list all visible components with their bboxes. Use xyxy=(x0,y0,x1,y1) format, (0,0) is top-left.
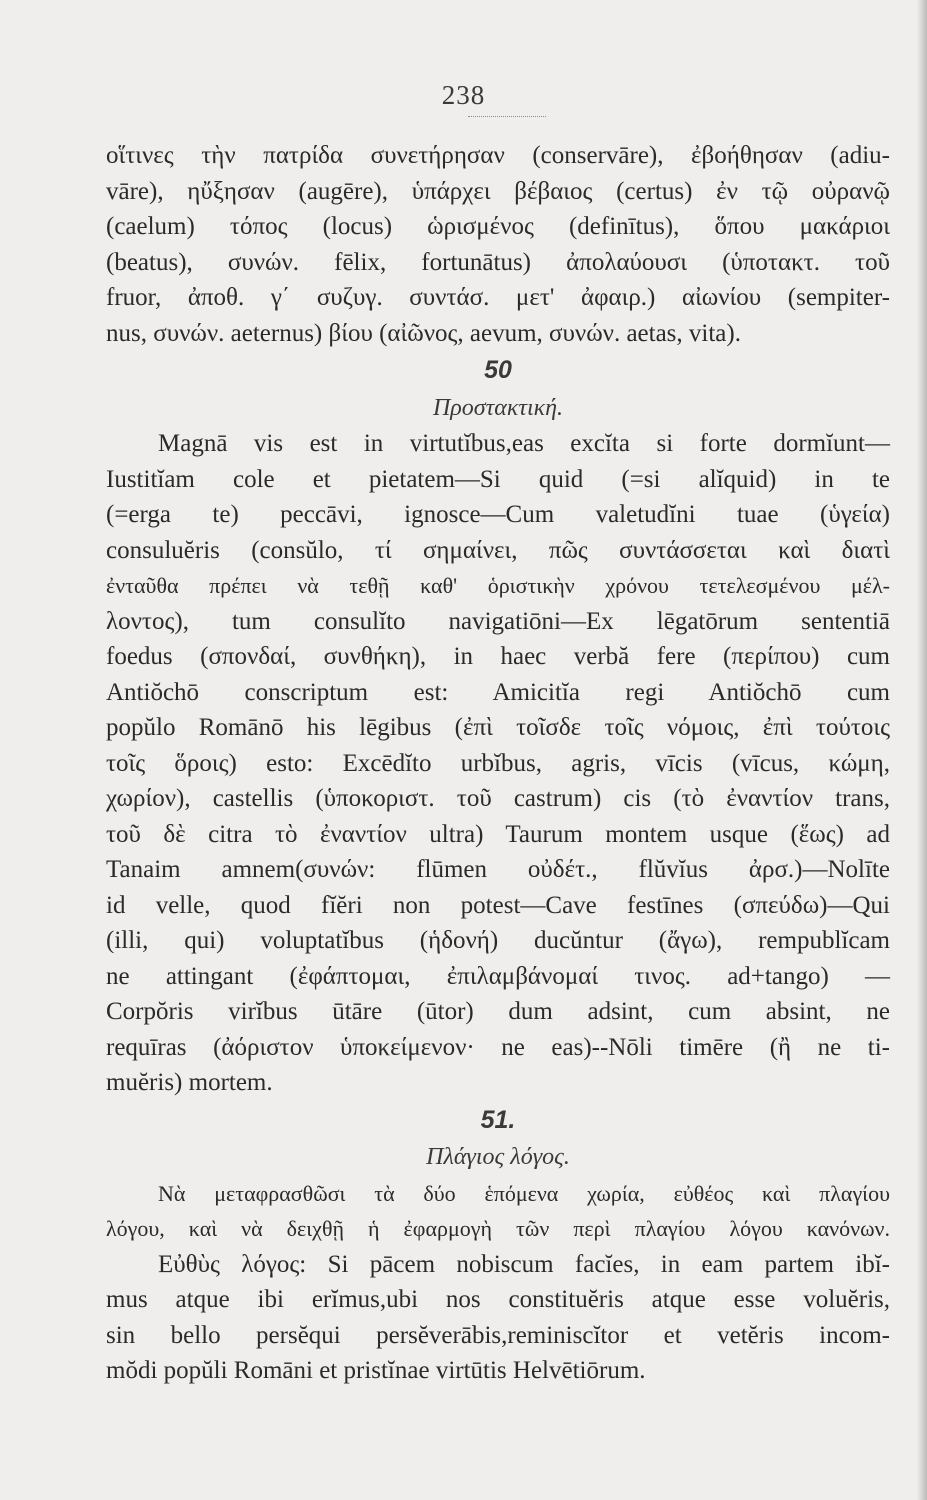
text-line: fruor, ἀποθ. γ΄ συζυγ. συντάσ. μετ' ἀφαιρ.) αἰωνίου (sempiter- xyxy=(106,284,890,311)
text-line: mŏdi popŭli Romāni et pristĭnae virtūtis Helvētiōrum. xyxy=(106,1357,646,1384)
text-line: τοῦ δὲ citra τὸ ἐναντίον ultra) Taurum montem usque (ἕως) ad xyxy=(106,820,890,848)
text-line: requīras (ἀόριστον ὑποκείμενον· ne eas)--Nōli timēre (ἢ ne ti- xyxy=(106,1033,890,1061)
text-line: sin bello persĕqui persĕverābis,reminiscĭtor et vetĕris incom- xyxy=(106,1321,890,1349)
section-number: 51. xyxy=(480,1105,516,1134)
text-line: (caelum) τόπος (locus) ὡρισμένος (definītus), ὅπου μακάριοι xyxy=(106,213,890,240)
text-line: Corpŏris virĭbus ūtāre (ūtor) dum adsint, cum absint, ne xyxy=(106,998,890,1025)
text-line: τοῖς ὅροις) esto: Excēdĭto urbĭbus, agris, vīcis (vīcus, κώμη, xyxy=(106,749,890,777)
page-body xyxy=(106,138,890,1389)
text-line: χωρίον), castellis (ὑποκοριστ. τοῦ castrum) cis (τὸ ἐναντίον trans, xyxy=(106,785,890,812)
text-line: λόγου, καὶ νὰ δειχθῇ ἡ ἐφαρμογὴ τῶν περὶ πλαγίου λόγου κανόνων. xyxy=(106,1216,890,1241)
section-title: Προστακτική. xyxy=(432,394,564,421)
section-number: 50 xyxy=(484,356,512,384)
text-line: Tanaim amnem(συνών: flūmen οὐδέτ., flŭvĭus ἀρσ.)—Nolīte xyxy=(106,856,890,883)
text-line: consuluĕris (consŭlo, τί σημαίνει, πῶς συντάσσεται καὶ διατὶ xyxy=(106,536,890,564)
text-line: ne attingant (ἐφάπτομαι, ἐπιλαμβάνομαί τινος. ad+tango) — xyxy=(106,962,890,990)
text-line: nus, συνών. aeternus) βίου (αἰῶνος, aevum, συνών. aetas, vita). xyxy=(106,319,741,347)
text-line: popŭlo Romānō his lēgibus (ἐπὶ τοῖσδε τοῖς νόμοις, ἐπὶ τούτοις xyxy=(106,714,890,741)
text-line: οἵτινες τὴν πατρίδα συνετήρησαν (conservāre), ἐβοήθησαν (adiu- xyxy=(106,142,890,169)
text-line: muĕris) mortem. xyxy=(106,1069,273,1096)
text-line: Iustitĭam cole et pietatem—Si quid (=si alĭquid) in te xyxy=(106,465,890,493)
text-line: Antiŏchō conscriptum est: Amicitĭa regi Antiŏchō cum xyxy=(106,678,890,706)
section-title: Πλάγιος λόγος. xyxy=(426,1144,570,1170)
text-line: (illi, qui) voluptatĭbus (ἡδονή) ducŭntur (ἄγω), rempublĭcam xyxy=(106,927,890,954)
text-line: ἐνταῦθα πρέπει νὰ τεθῇ καθ' ὁριστικὴν χρόνου τετελεσμένου μέλ- xyxy=(106,573,890,598)
text-line: Magnā vis est in virtutĭbus,eas excĭta si forte dormĭunt— xyxy=(158,430,890,457)
text-line: mus atque ibi erĭmus,ubi nos constituĕris atque esse voluĕris, xyxy=(106,1286,890,1313)
text-line: foedus (σπονδαί, συνθήκη), in haec verbă fere (περίπου) cum xyxy=(106,643,890,670)
text-line: λοντος), tum consulĭto navigatiōni—Ex lēgatōrum sententiā xyxy=(106,607,890,635)
text-line: id velle, quod fĭĕri non potest—Cave festīnes (σπεύδω)—Qui xyxy=(106,891,890,919)
text-line: Νὰ μεταφρασθῶσι τὰ δύο ἑπόμενα χωρία, εὐθέος καὶ πλαγίου xyxy=(158,1180,890,1206)
text-line: vāre), ηὔξησαν (augēre), ὑπάρχει βέβαιος (certus) ἐν τῷ οὐρανῷ xyxy=(106,177,890,205)
page-number-rule xyxy=(468,116,546,117)
text-line: (beatus), συνών. fēlix, fortunātus) ἀπολαύουσι (ὑποτακτ. τοῦ xyxy=(106,248,890,276)
page-gutter-shadow xyxy=(917,0,927,1500)
text-line: Εὐθὺς λόγος: Si pācem nobiscum facĭes, in eam partem ibĭ- xyxy=(158,1250,890,1278)
page-number: 238 xyxy=(441,80,486,110)
text-line: (=erga te) peccāvi, ignosce—Cum valetudĭni tuae (ὑγεία) xyxy=(106,501,890,528)
